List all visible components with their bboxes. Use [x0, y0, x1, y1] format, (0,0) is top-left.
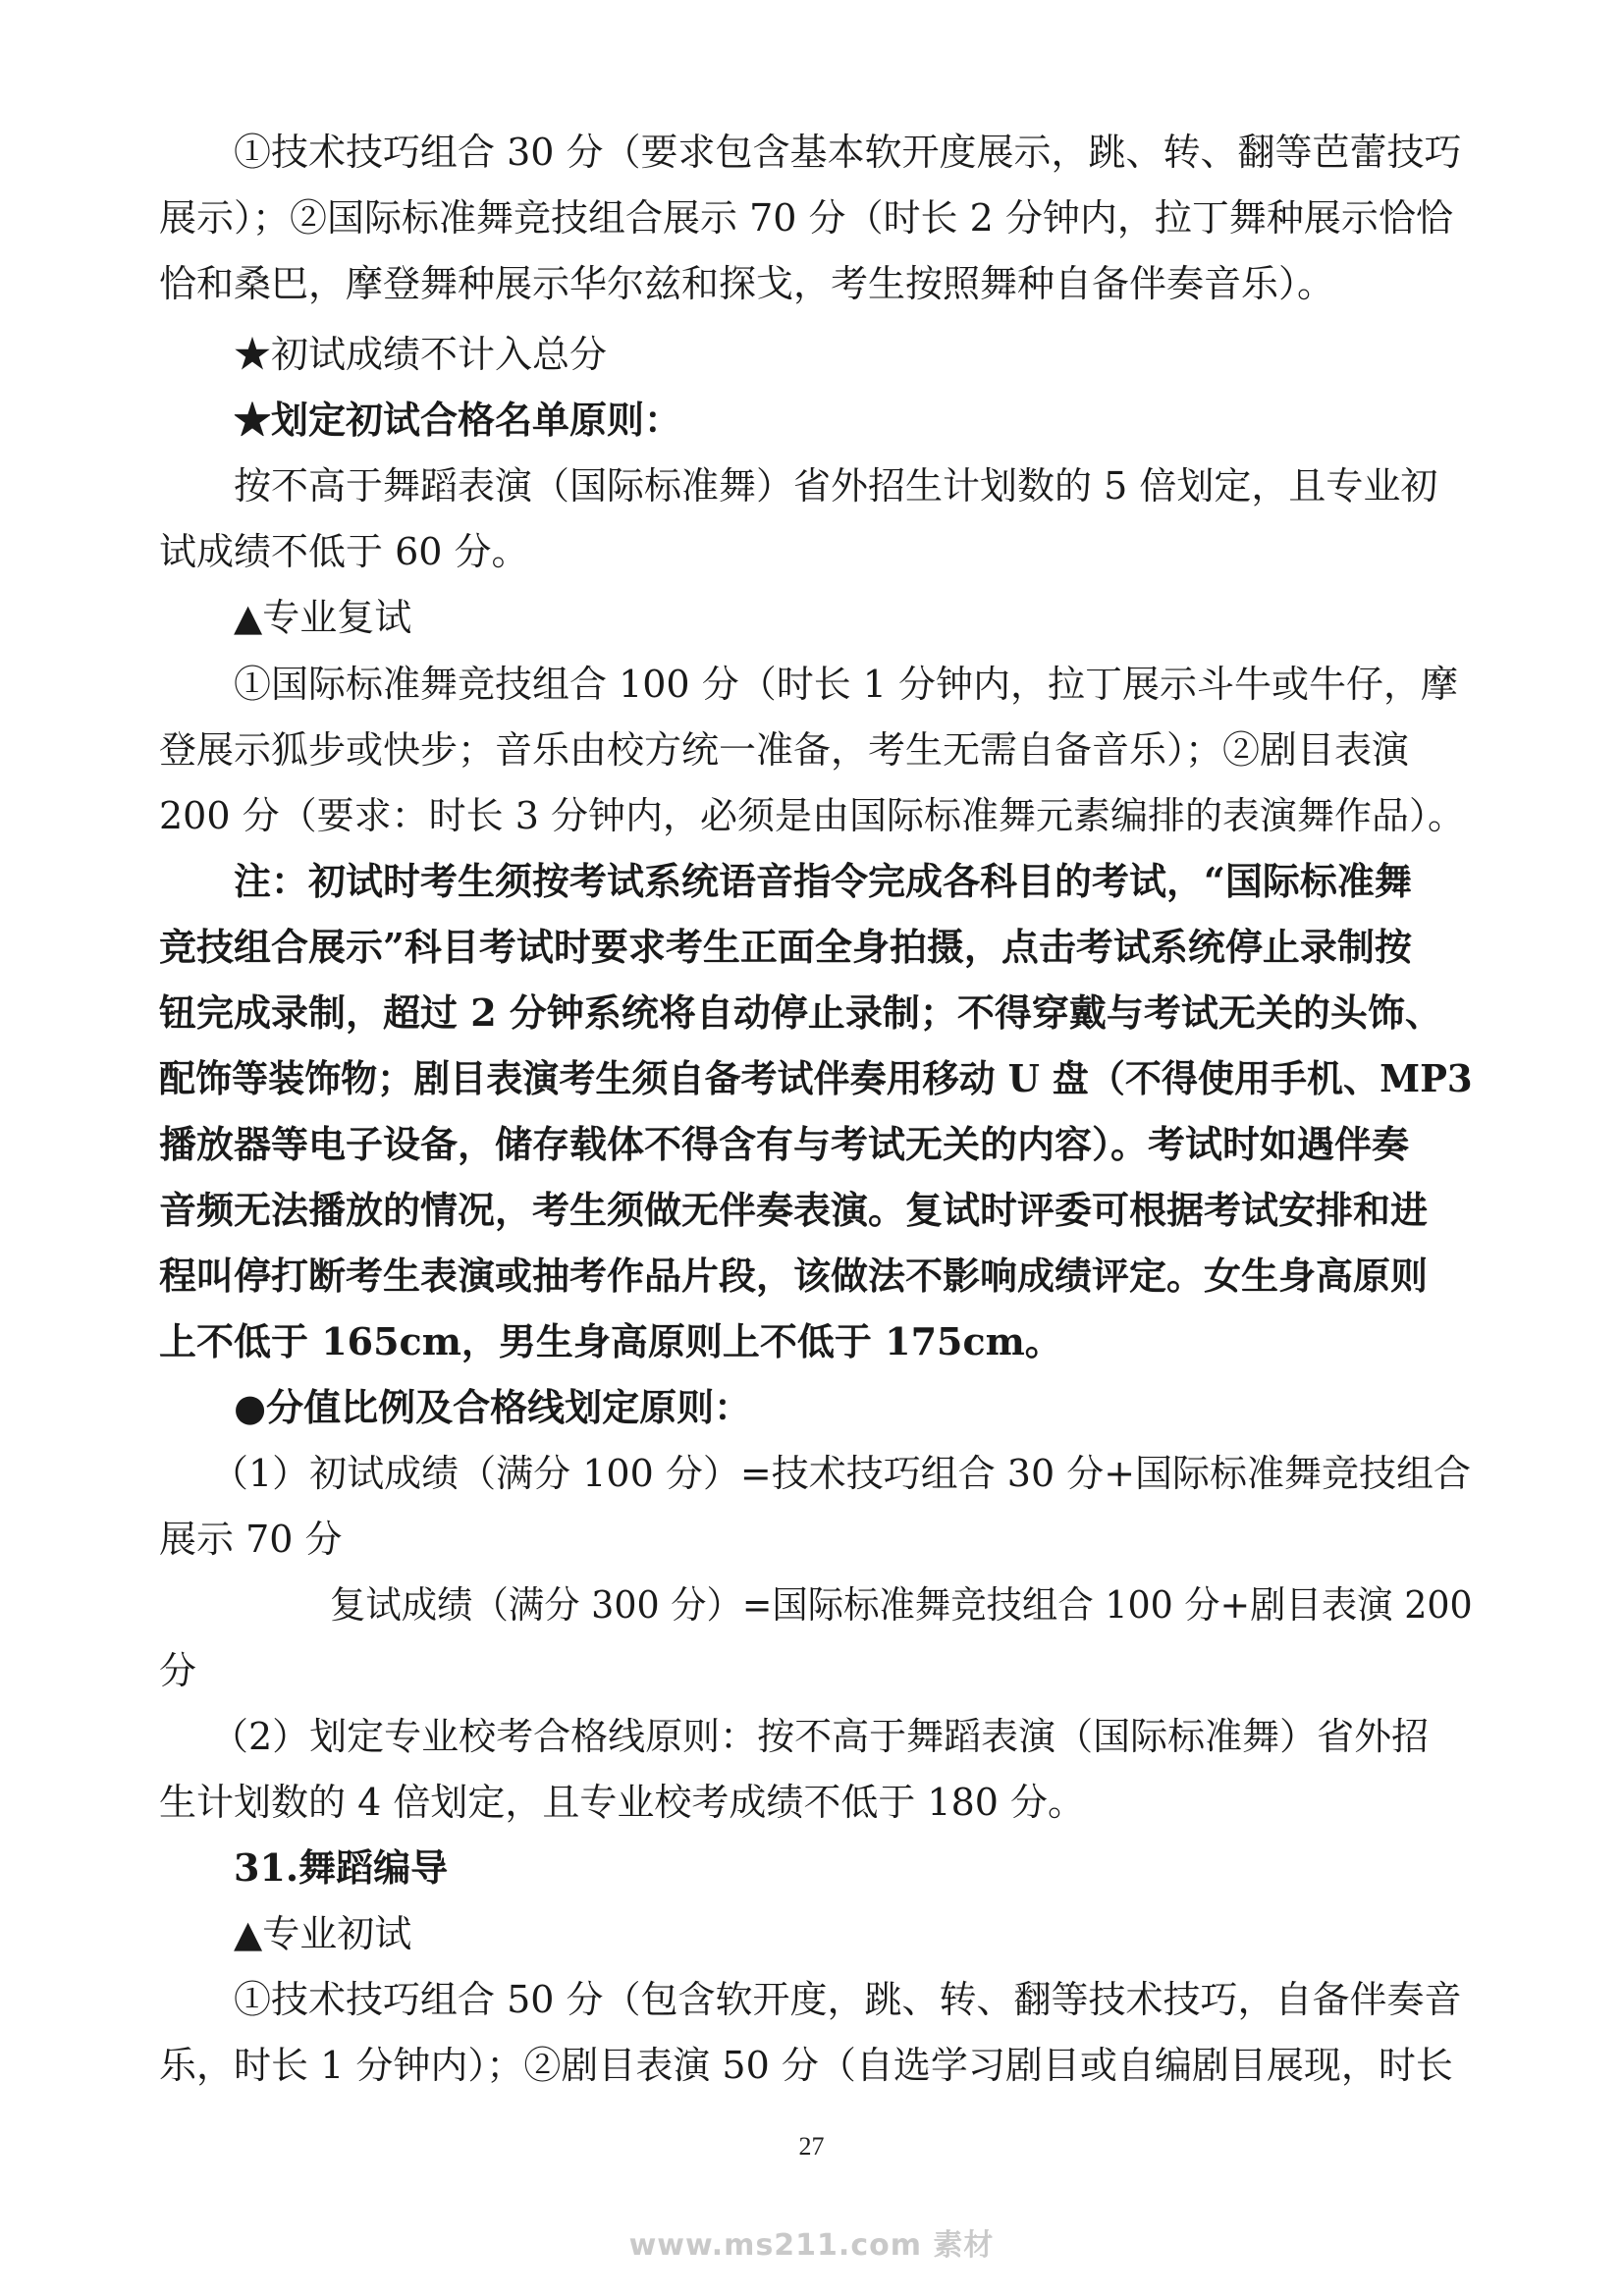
section-heading-dance-choreography: 31.舞蹈编导 — [234, 1845, 449, 1890]
text-line-11: 200 分（要求：时长 3 分钟内，必须是由国际标准舞元素编排的表演舞作品）。 — [159, 794, 1465, 837]
text-line-28-heading: ▲专业初试 — [234, 1912, 412, 1955]
page-number: 27 — [798, 2132, 825, 2161]
text-line-12-note: 注：初试时考生须按考试系统语音指令完成各科目的考试，“国际标准舞 — [234, 859, 1412, 903]
text-line-7: 试成绩不低于 60 分。 — [159, 530, 529, 573]
text-line-4: ★初试成绩不计入总分 — [234, 333, 608, 376]
text-line-5-heading: ★划定初试合格名单原则： — [234, 398, 682, 442]
text-line-2: 展示）；②国际标准舞竞技组合展示 70 分（时长 2 分钟内，拉丁舞种展示恰恰 — [159, 196, 1453, 240]
text-line-13-note: 竞技组合展示”科目考试时要求考生正面全身拍摄，点击考试系统停止录制按 — [159, 925, 1412, 969]
text-line-16-note: 播放器等电子设备，储存载体不得含有与考试无关的内容）。考试时如遇伴奏 — [159, 1122, 1410, 1166]
text-line-8-heading: ▲专业复试 — [234, 596, 412, 639]
text-line-15-note: 配饰等装饰物；剧目表演考生须自备考试伴奏用移动 U 盘（不得使用手机、MP3 — [159, 1056, 1473, 1100]
text-line-6: 按不高于舞蹈表演（国际标准舞）省外招生计划数的 5 倍划定，且专业初 — [234, 464, 1438, 507]
text-line-22: 展示 70 分 — [159, 1518, 343, 1561]
text-line-10: 登展示狐步或快步；音乐由校方统一准备，考生无需自备音乐）；②剧目表演 — [159, 728, 1410, 772]
text-line-29: ①技术技巧组合 50 分（包含软开度，跳、转、翻等技术技巧，自备伴奏音 — [234, 1978, 1462, 2021]
watermark: www.ms211.com 素材 — [628, 2228, 995, 2263]
text-line-14-note: 钮完成录制，超过 2 分钟系统将自动停止录制；不得穿戴与考试无关的头饰、 — [159, 990, 1442, 1035]
text-line-20-heading: ●分值比例及合格线划定原则： — [234, 1385, 752, 1429]
text-line-24: 分 — [159, 1649, 197, 1692]
text-line-17-note: 音频无法播放的情况，考生须做无伴奏表演。复试时评委可根据考试安排和进 — [159, 1188, 1429, 1232]
text-line-1: ①技术技巧组合 30 分（要求包含基本软开度展示，跳、转、翻等芭蕾技巧 — [234, 131, 1462, 174]
text-line-19-note: 上不低于 165cm，男生身高原则上不低于 175cm。 — [159, 1319, 1062, 1363]
text-line-9: ①国际标准舞竞技组合 100 分（时长 1 分钟内，拉丁展示斗牛或牛仔，摩 — [234, 663, 1459, 706]
text-line-3: 恰和桑巴，摩登舞种展示华尔兹和探戈，考生按照舞种自备伴奏音乐）。 — [159, 262, 1335, 305]
text-line-26: 生计划数的 4 倍划定，且专业校考成绩不低于 180 分。 — [159, 1781, 1086, 1824]
text-line-18-note: 程叫停打断考生表演或抽考作品片段，该做法不影响成绩评定。女生身高原则 — [159, 1254, 1429, 1298]
text-line-23: 复试成绩（满分 300 分）=国际标准舞竞技组合 100 分+剧目表演 200 — [330, 1583, 1473, 1627]
text-line-25: （2）划定专业校考合格线原则：按不高于舞蹈表演（国际标准舞）省外招 — [211, 1715, 1430, 1758]
text-line-30: 乐，时长 1 分钟内）；②剧目表演 50 分（自选学习剧目或自编剧目展现，时长 — [159, 2044, 1453, 2087]
text-line-21: （1）初试成绩（满分 100 分）=技术技巧组合 30 分+国际标准舞竞技组合 — [211, 1452, 1472, 1495]
